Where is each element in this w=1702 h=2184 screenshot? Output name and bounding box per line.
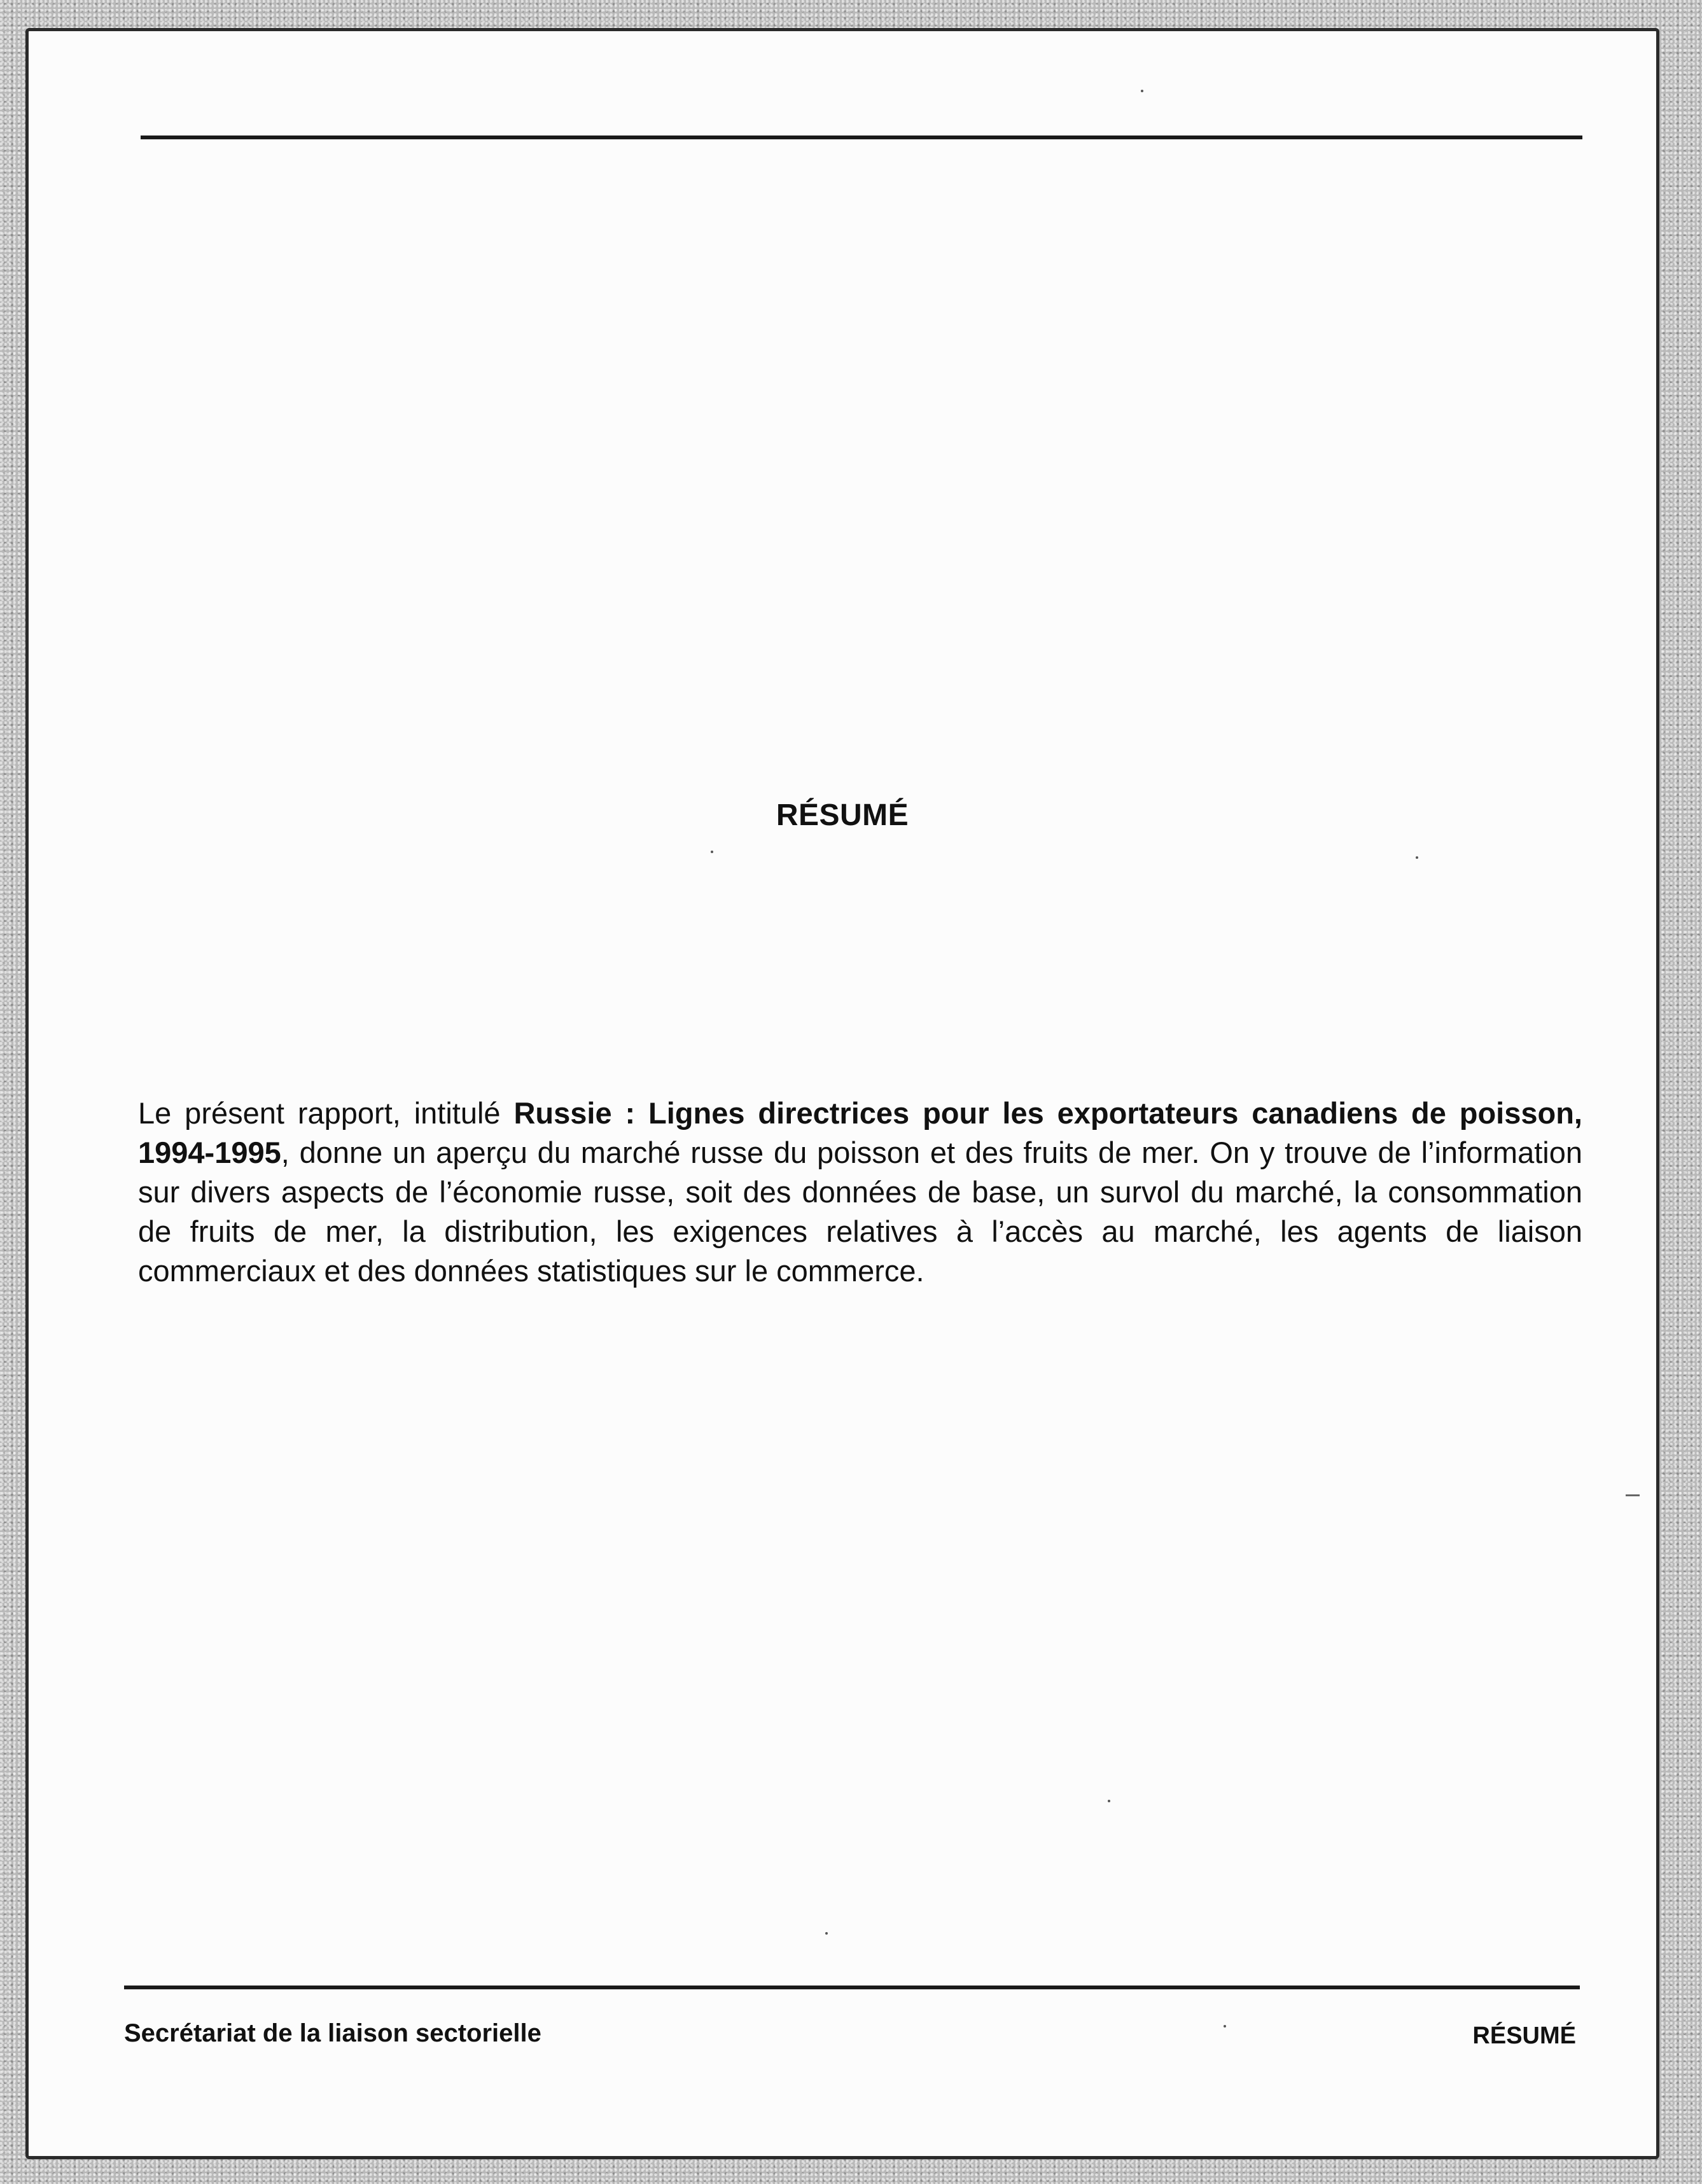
scan-speck	[1141, 90, 1143, 92]
document-page	[25, 28, 1659, 2159]
scan-speck	[711, 851, 713, 853]
page-heading: RÉSUMÉ	[776, 798, 909, 832]
footer-organization: Secrétariat de la liaison sectorielle	[124, 2019, 541, 2047]
scan-edge-mark	[1626, 1494, 1640, 1496]
report-title: Russie : Lignes directrices pour les exportateurs canadiens de poisson, 1994-1995	[138, 1096, 1582, 1169]
scan-speck	[1224, 2025, 1226, 2028]
summary-paragraph	[138, 1094, 1582, 1291]
scan-speck	[825, 1932, 828, 1935]
scan-speck	[1416, 856, 1418, 859]
scan-speck	[1108, 1800, 1110, 1802]
footer-section-label: RÉSUMÉ	[1472, 2022, 1576, 2049]
paragraph-rest: , donne un aperçu du marché russe du poisson et des fruits de mer. On y trouve de l’information sur divers aspects de l’économie russe, soit des données de base, un survol du marché, la consommation de fruits de mer, la distribution, les exigences relatives à l’accès au marché, les agents de liaison commerciaux et des données statistiques sur le commerce.	[138, 1136, 1582, 1288]
paragraph-intro: Le présent rapport, intitulé	[138, 1096, 514, 1130]
footer-rule	[124, 1986, 1580, 1989]
header-rule	[141, 136, 1582, 139]
